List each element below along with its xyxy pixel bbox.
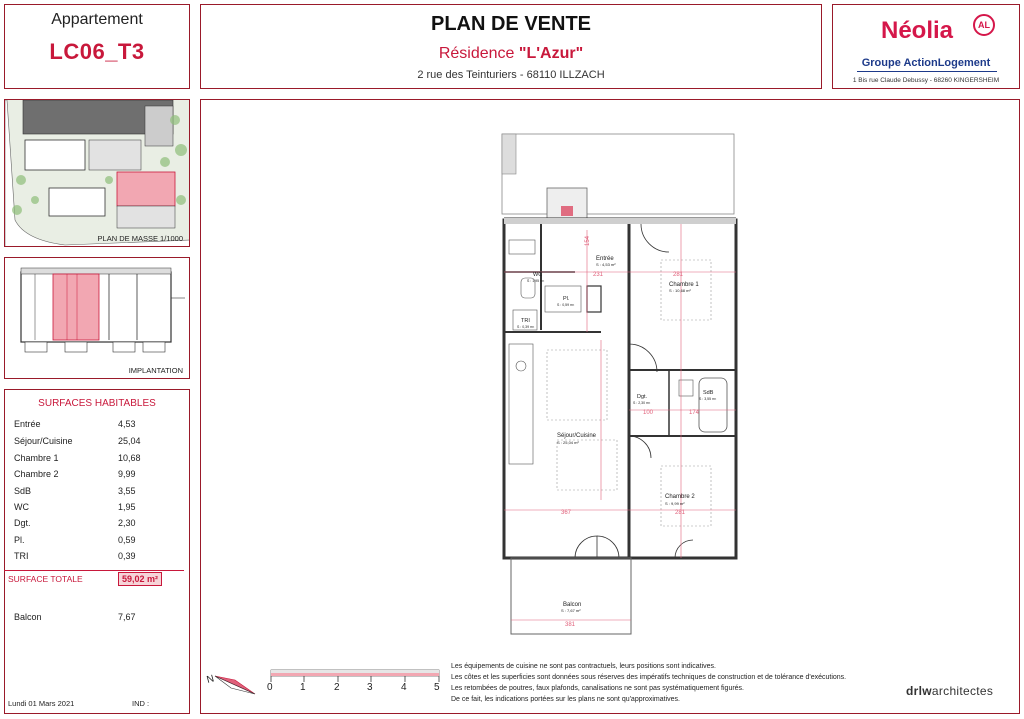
- svg-text:N: N: [205, 673, 216, 686]
- room-label-sdb: SdB: [703, 390, 714, 396]
- dimension-label: 281: [673, 272, 684, 278]
- surface-label: Chambre 2: [14, 469, 59, 479]
- room-area-sdb: S : 3,55 m²: [699, 397, 717, 401]
- surface-value: 0,39: [118, 551, 136, 561]
- surface-value: 1,95: [118, 502, 136, 512]
- room-label-entree: Entrée: [596, 256, 614, 262]
- apartment-box: [4, 4, 190, 89]
- surface-row: [14, 453, 174, 467]
- surface-label: TRI: [14, 551, 29, 561]
- surface-value: 0,59: [118, 535, 136, 545]
- room-area-chambre1: S : 10,68 m²: [669, 288, 691, 293]
- room-label-wc: WC: [533, 272, 543, 278]
- residence-title: "L'Azur": [518, 45, 584, 62]
- total-surface-row: [4, 570, 184, 586]
- surface-value: 3,55: [118, 486, 136, 496]
- surface-value: 9,99: [118, 469, 136, 479]
- note-line: Les équipements de cuisine ne sont pas contractuels, leurs positions sont indicatives.: [451, 663, 716, 670]
- note-line: Les retombées de poutres, faux plafonds, canalisations ne sont pas systématiquement figurés.: [451, 685, 745, 692]
- implantation-caption: IMPLANTATION: [128, 366, 183, 375]
- dimension-label: 231: [593, 272, 604, 278]
- room-label-chambre1: Chambre 1: [669, 282, 699, 288]
- room-label-dgt: Dgt.: [637, 394, 648, 400]
- implantation-box: [4, 257, 190, 379]
- apartment-label: Appartement: [51, 11, 143, 28]
- room-area-chambre2: S : 9,99 m²: [665, 501, 685, 506]
- surface-value: 2,30: [118, 518, 136, 528]
- surface-label: SdB: [14, 486, 32, 496]
- balcony-label: Balcon: [14, 612, 42, 622]
- room-area-placard: S : 0,59 m²: [557, 303, 575, 307]
- surface-row: [14, 436, 174, 450]
- surface-row: [14, 535, 174, 549]
- room-area-wc: S : 1,95 m²: [527, 279, 545, 283]
- residence-prefix: Résidence: [438, 45, 519, 62]
- site-plan-caption: PLAN DE MASSE 1/1000: [97, 234, 183, 243]
- surface-value: 10,68: [118, 453, 141, 463]
- scale-label: 1: [300, 682, 306, 693]
- surface-row: [14, 551, 174, 565]
- surface-label: Séjour/Cuisine: [14, 436, 73, 446]
- logo-box: [832, 4, 1020, 89]
- dimension-label: 100: [643, 410, 654, 416]
- room-area-tri: S : 0,39 m²: [517, 325, 535, 329]
- total-surface-value: 59,02 m²: [118, 572, 162, 586]
- room-label-tri: TRI: [521, 318, 530, 324]
- site-plan-map: [5, 100, 190, 247]
- address: 2 rue des Teinturiers - 68110 ILLZACH: [417, 69, 605, 81]
- room-label-balcon: Balcon: [563, 602, 582, 608]
- logo-divider: [857, 71, 997, 72]
- floor-plan-box: [200, 99, 1020, 714]
- surface-row: [14, 486, 174, 500]
- surface-value: 4,53: [118, 419, 136, 429]
- balcony-value: 7,67: [118, 612, 136, 622]
- title-box: [200, 4, 822, 89]
- surface-row: [14, 419, 174, 433]
- north-arrow-icon: [206, 673, 255, 694]
- dimension-label: 367: [561, 510, 572, 516]
- room-area-balcon: S : 7,67 m²: [561, 608, 581, 613]
- scale-label: 2: [334, 682, 340, 693]
- scale-label: 4: [401, 682, 407, 693]
- room-label-chambre2: Chambre 2: [665, 494, 695, 500]
- room-area-dgt: S : 2,30 m²: [633, 401, 651, 405]
- surface-label: Pl.: [14, 535, 25, 545]
- surface-label: Dgt.: [14, 518, 31, 528]
- disclaimer-notes: [451, 661, 921, 705]
- neolia-logo: Néolia: [881, 17, 954, 44]
- dimension-label: 281: [675, 510, 686, 516]
- room-label-sejour: Séjour/Cuisine: [557, 433, 597, 439]
- surface-row: [14, 469, 174, 483]
- room-label-placard: Pl.: [563, 296, 570, 302]
- surface-row: [14, 502, 174, 516]
- floor-plan-drawing: [201, 100, 1021, 715]
- logo-address: 1 Bis rue Claude Debussy - 68260 KINGERSHEIM: [852, 77, 1000, 84]
- apartment-code: LC06_T3: [49, 39, 145, 64]
- note-line: Les côtes et les superficies sont données sous réserves des impératifs techniques de construction et de tolérance d'exécutions.: [451, 674, 847, 681]
- room-area-sejour: S : 25,04 m²: [557, 440, 579, 445]
- scale-bar: [271, 670, 439, 682]
- surface-row: [14, 518, 174, 532]
- page-title: PLAN DE VENTE: [430, 13, 592, 35]
- implantation-map: [5, 258, 190, 379]
- site-plan-box: [4, 99, 190, 247]
- surface-label: Entrée: [14, 419, 41, 429]
- dimension-label: 174: [689, 410, 700, 416]
- architect-name-rest: architectes: [931, 684, 994, 698]
- dimension-label: 381: [565, 622, 576, 628]
- surface-label: WC: [14, 502, 29, 512]
- architect-name-bold: drlw: [906, 684, 932, 698]
- footer-index: IND :: [132, 699, 150, 708]
- scale-label: 3: [367, 682, 373, 693]
- total-surface-label: SURFACE TOTALE: [8, 574, 83, 584]
- surface-label: Chambre 1: [14, 453, 59, 463]
- logo-group-name: Groupe ActionLogement: [861, 57, 991, 69]
- residence-name: [201, 45, 821, 63]
- surfaces-title: SURFACES HABITABLES: [38, 398, 156, 409]
- scale-label: 5: [434, 682, 440, 693]
- actionlogement-badge-icon: AL: [973, 14, 995, 36]
- architect-logo: [906, 684, 993, 698]
- room-area-entree: S : 4,53 m²: [596, 262, 616, 267]
- scale-label: 0: [267, 682, 273, 693]
- footer-date: Lundi 01 Mars 2021: [8, 699, 75, 708]
- dimension-label: 154: [585, 235, 591, 246]
- surface-value: 25,04: [118, 436, 141, 446]
- note-line: De ce fait, les indications portées sur les plans ne sont qu'approximatives.: [451, 696, 680, 703]
